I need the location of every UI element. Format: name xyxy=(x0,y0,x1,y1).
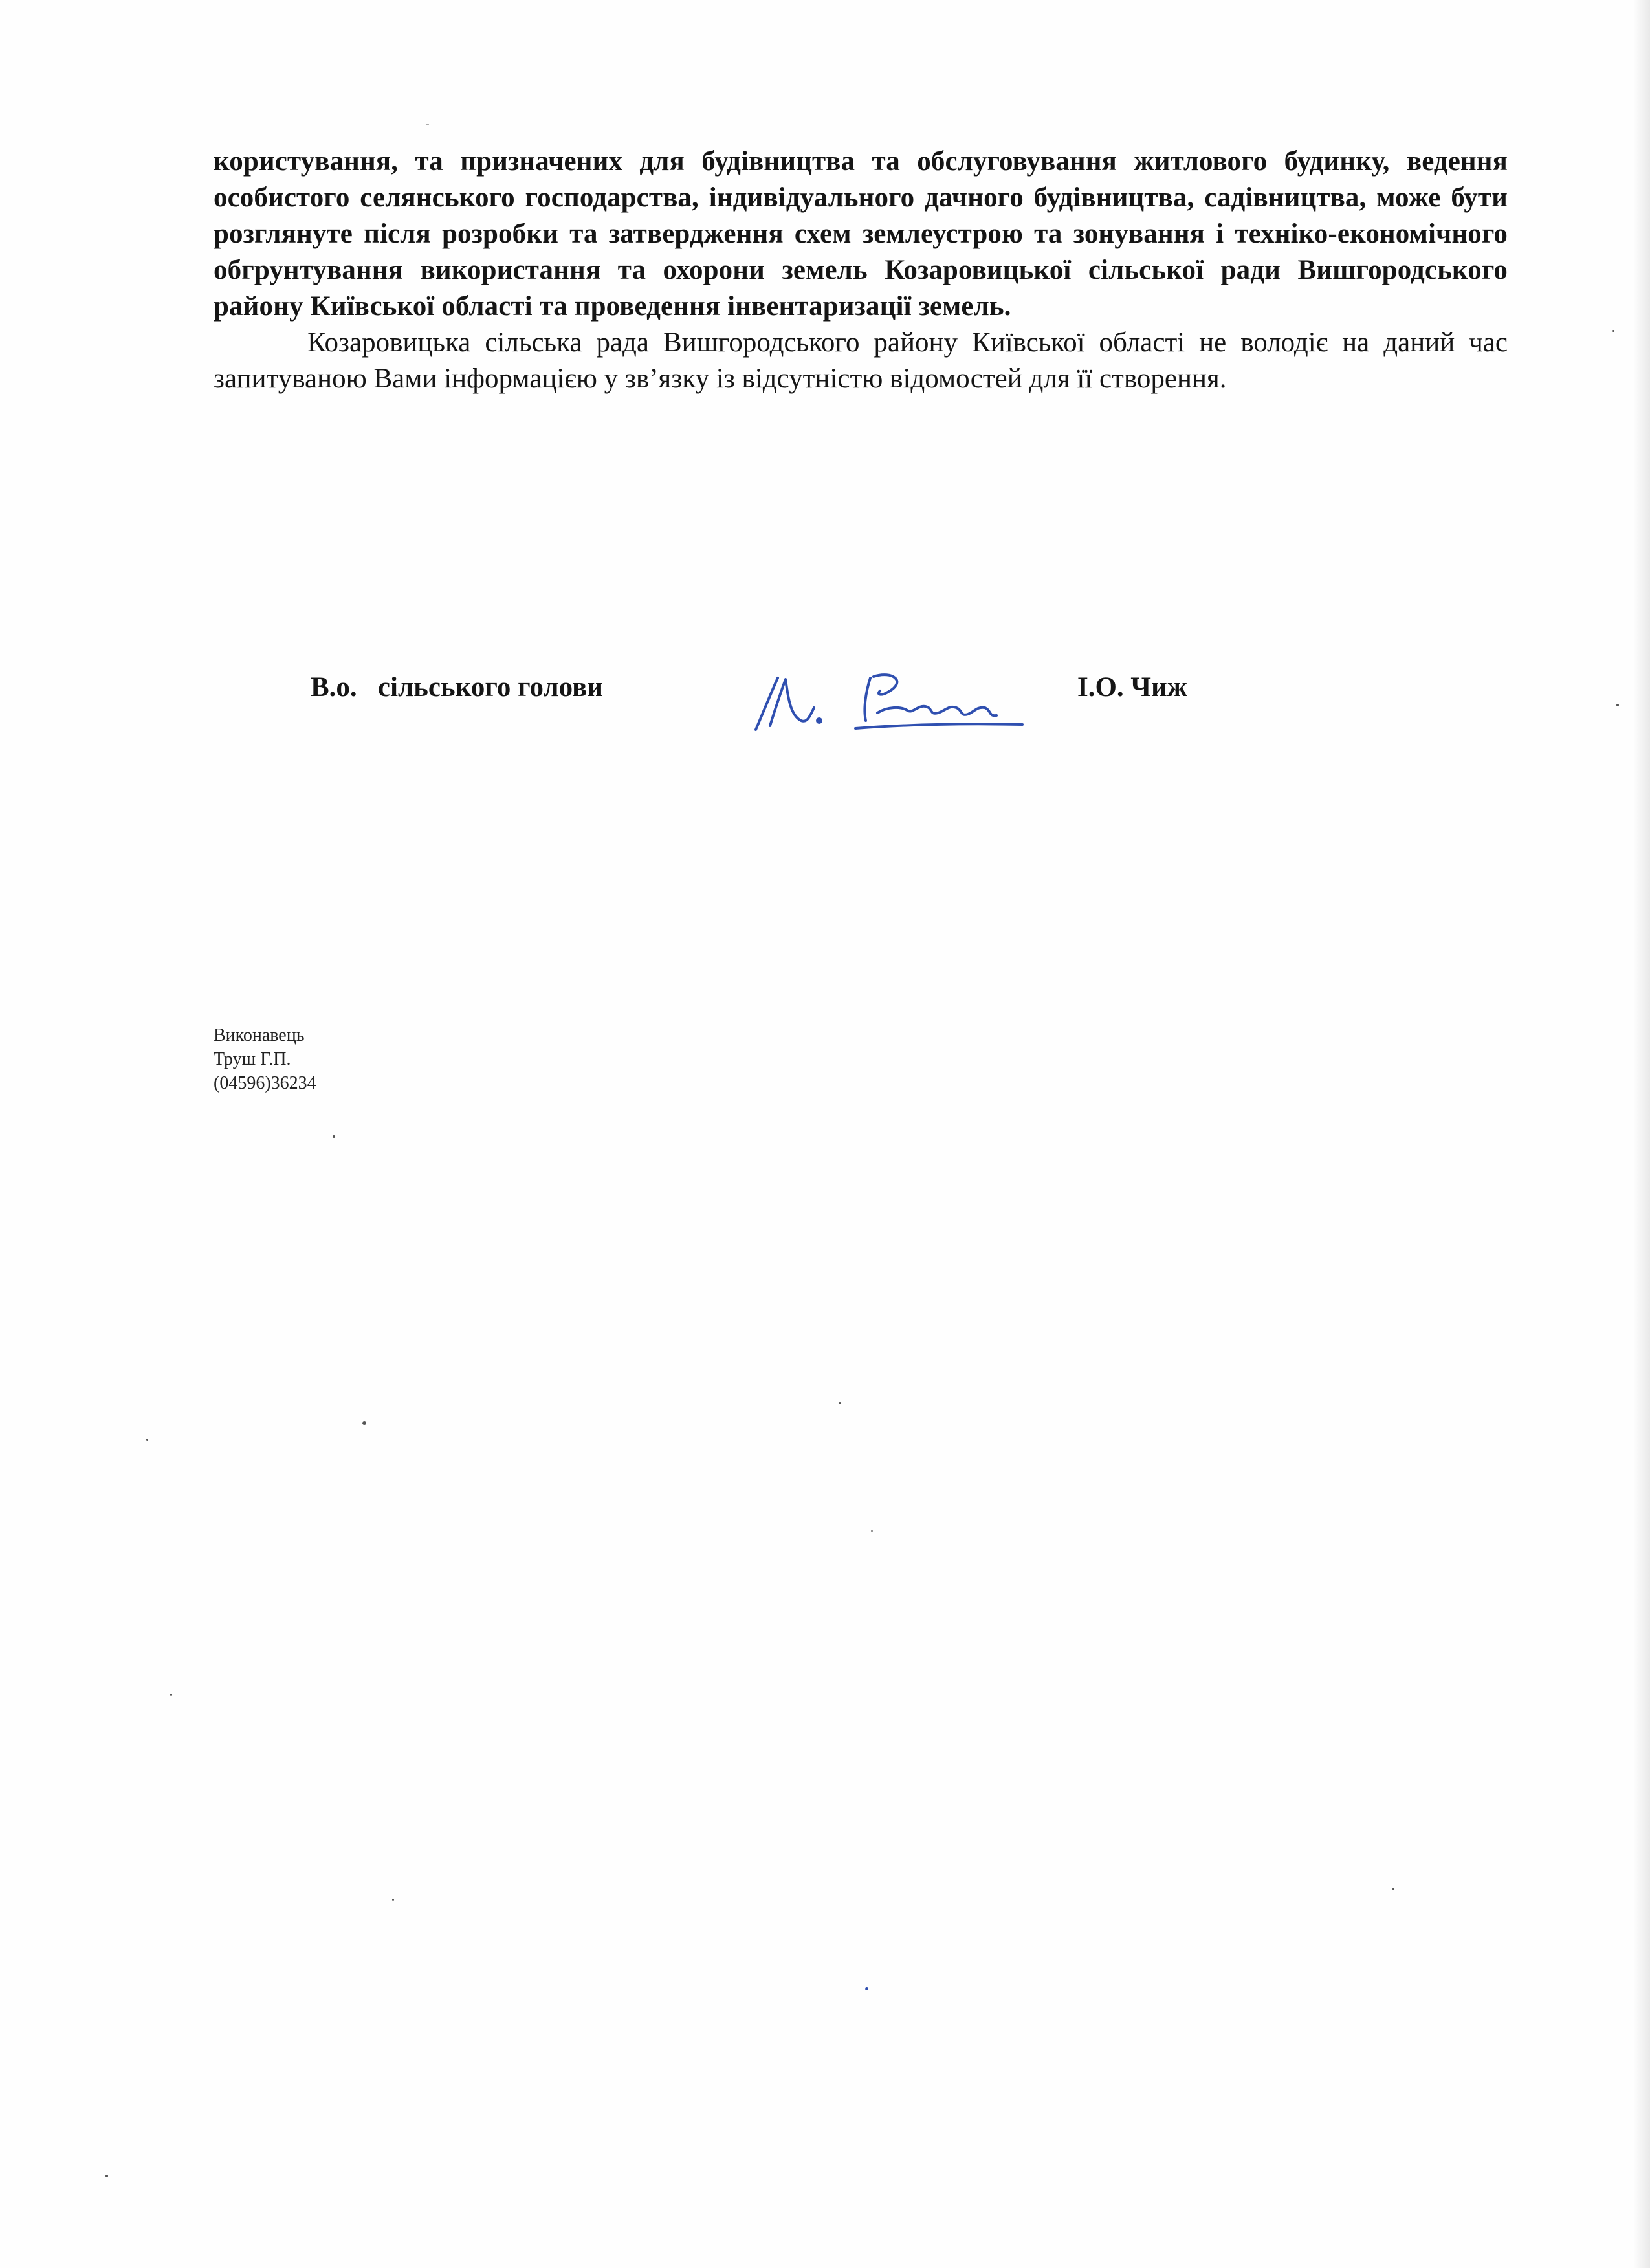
executor-phone: (04596)36234 xyxy=(214,1073,316,1093)
bold-paragraph: користування, та призначених для будівництва та обслуговування житлового будинку, ведення особистого селянського господарства, індивідуального дачного будівництва, садівництва, може бути розглянуте після розробки та затвердження схем землеустрою та зонування і техніко-економічного обгрунтування використання та охорони земель Козаровицької сільської ради Вишгородського району Київської області та проведення інвентаризації земель. xyxy=(214,146,1508,322)
handwritten-signature xyxy=(738,653,1035,744)
executor-label: Виконавець xyxy=(214,1025,305,1045)
scan-speck xyxy=(146,1439,148,1441)
normal-paragraph: Козаровицька сільська рада Вишгородського району Київської області не володіє на даний час запитуваною Вами інформацією у зв’язку із відсутністю відомостей для її створення. xyxy=(214,327,1508,394)
scan-speck xyxy=(105,2175,108,2177)
scan-speck xyxy=(1392,1888,1394,1890)
executor-name: Труш Г.П. xyxy=(214,1049,291,1069)
scan-speck xyxy=(362,1421,366,1425)
scan-speck xyxy=(392,1899,394,1901)
scan-speck xyxy=(170,1694,172,1696)
scan-speck xyxy=(839,1402,841,1404)
scan-speck xyxy=(426,124,429,125)
scan-speck xyxy=(333,1135,335,1138)
scan-edge-shadow xyxy=(1633,0,1650,2268)
executor-block xyxy=(214,1023,316,1095)
scan-speck xyxy=(871,1530,873,1532)
signature-row xyxy=(0,653,1650,744)
scan-speck xyxy=(1616,704,1619,706)
scan-speck xyxy=(1612,330,1614,332)
scan-speck xyxy=(865,1987,868,1990)
signer-role: В.о. сільського голови xyxy=(311,672,604,703)
letter-body xyxy=(214,144,1508,397)
signer-name: І.О. Чиж xyxy=(1077,672,1187,703)
